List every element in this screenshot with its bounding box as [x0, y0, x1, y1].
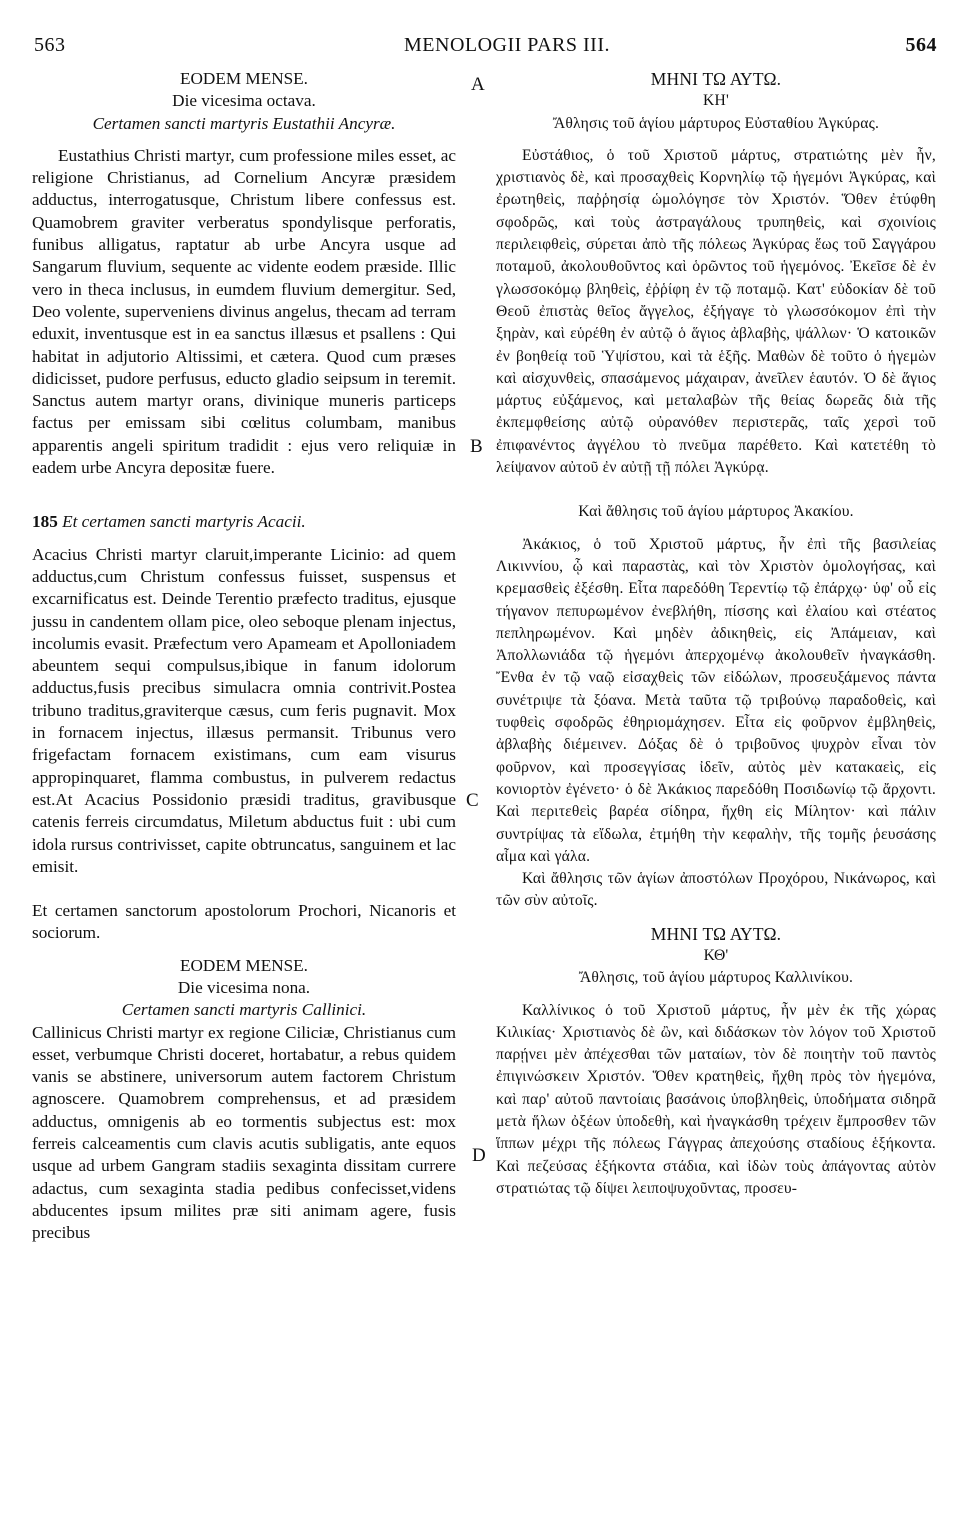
- latin-s4-heading-month: EODEM MENSE.: [180, 955, 308, 975]
- greek-s1-heading-title: Ἄθλησις τοῦ ἁγίου μάρτυρος Εὐσταθίου Ἀγκύρας.: [552, 114, 880, 132]
- latin-s1-heading-month: EODEM MENSE.: [180, 69, 308, 88]
- greek-column: [496, 68, 936, 1200]
- latin-s1-text: Eustathius Christi martyr, cum professione miles esset, ac religione Christianus, ad Cornelium Ancyræ præsidem adductus, interrogatusque, Christum libere confessus est. Quamobrem graviter verberatus spondylisque perforatis, funibus alligatus, raptatur ab urbe Ancyra usque ad Sangarum fluvium, sequente ac vidente eodem præside. Illic vero in theca inclusus, in eumdem fluvium demergitur. Sed, Deo volente, superveniens divinus angelus, thecam ad terram eduxit, inventusque est in ea sanctus illæsus et psallens : Qui habitat in adjutorio Altissimi, et cætera. Quod cum præses didicisset, pudore perfusus, educto gladio seipsum in teremit. Sanctus autem martyr orans, divinique muneris particeps factus per emissam sibi cœlitus columbam, manibus apparentis angeli spiritum tradidit : ejus vero reliquiæ in eadem urbe Ancyra depositæ fuere.: [32, 145, 456, 478]
- greek-s4-heading-month: ΜΗΝΙ ΤΩ ΑΥΤΩ.: [650, 923, 782, 944]
- greek-s2-heading: Καὶ ἄθλησις τοῦ ἁγίου μάρτυρος Ἀκακίου.: [578, 503, 854, 521]
- latin-s3-text: Et certamen sanctorum apostolorum Prochori, Nicanoris et sociorum.: [32, 901, 456, 943]
- margin-marker-a: A: [471, 74, 485, 95]
- page-number-right: 564: [905, 34, 937, 56]
- latin-s4-text: Callinicus Christi martyr ex regione Ciliciæ, Christianus cum esset, verbumque Christi doceret, hortabatur, a rebus quidem vanis se abstinere, universorum autem factorem Christum agnoscere. Quamobrem comprehensus, et ad præsidem adductus, omnigenis ab eo tormentis subjectus est: mox ferreis calceamentis cum clavis acutis subligatis, ante equos usque ad urbem Gangram stadiis sexaginta dissitam currere adactus, cum sexaginta stadia pedibus confecisset,videns abducentes ipsum milites præ siti animam agere, fusis precibus: [32, 1022, 456, 1243]
- section-number: 185: [32, 512, 58, 532]
- greek-s4-heading-day: ΚΘ': [703, 946, 729, 964]
- greek-s4-text: Καλλίνικος ὁ τοῦ Χριστοῦ μάρτυς, ἦν μὲν ἐκ τῆς χώρας Κιλικίας· Χριστιανὸς δὲ ὢν, καὶ διδάσκων τὸν λόγον τοῦ Χριστοῦ παρῄνει μὲν ἀπέχεσθαι τῶν ματαίων, τὸν δὲ ποιητὴν τοῦ παντὸς ἐπιγινώσκειν Χριστόν. Ὅθεν κρατηθεὶς, ἤχθη πρὸς τὸν ἡγεμόνα, καὶ παρ' αὐτοῦ παντοίαις βασάνοις ὑποβληθεὶς, ὑποδήματα σιδηρᾶ μετὰ ἥλων ὀξέων ὑποδεθὴ, καὶ ἠναγκάσθη τρέχειν ἔμπροσθεν τῶν ἵππων μέχρι τῆς πόλεως Γάγγρας ἀπεχούσης σταδίους ἑξήκοντα. Καὶ πεζεύσας ἑξήκοντα στάδια, καὶ ἰδὼν τοὺς ἀπάγοντας αὐτὸν στρατιώτας τῷ δίψει λειποψυχοῦντας, προσευ-: [496, 1001, 936, 1197]
- margin-marker-d: D: [472, 1145, 486, 1166]
- latin-s4-heading-title: Certamen sancti martyris Callinici.: [121, 1000, 367, 1020]
- latin-s1-heading-title: Certamen sancti martyris Eustathii Ancyræ.: [92, 113, 396, 133]
- latin-s1-heading-day: Die vicesima octava.: [172, 91, 316, 111]
- margin-marker-c: C: [466, 790, 479, 811]
- margin-marker-b: B: [470, 436, 483, 457]
- greek-s1-heading-day: ΚΗ': [703, 92, 729, 110]
- page-header: [34, 34, 937, 62]
- greek-s2-text: Ἀκάκιος, ὁ τοῦ Χριστοῦ μάρτυς, ἦν ἐπὶ τῆς βασιλείας Λικιννίου, ᾧ καὶ παραστὰς, καὶ τὸν Χριστὸν ὁμολογήσας, καὶ κρεμασθεὶς ἐξέσθη. Εἶτα παρεδόθη Τερεντίῳ τῷ ἐπάρχῳ· ὑφ' οὗ εἰς τήγανον πεπυρωμένον ἐνεβλήθη, πίσσης καὶ ἐλαίου καὶ στέατος πεπληρωμένον. Καὶ μηδὲν ἀδικηθεὶς, εἰς Ἀπάμειαν, καὶ Ἀπολλωνιάδα τῷ ἡγεμόνι ἀπερχομένῳ ἀκολουθεῖν ἠναγκάσθη. Ἔνθα ἐν τῷ ναῷ εἰσαχθεὶς τῶν εἰδώλων, προσευξάμενος πάντα συνέτριψε τὰ ξόανα. Μετὰ ταῦτα τῷ τριβούνῳ παραδοθεὶς, καὶ τυφθεὶς σφοδρῶς ἐθηριομάχησεν. Εἶτα εἰς φοῦρνον ἐμβληθεὶς, ἀβλαβὴς διέμεινεν. Δόξας δὲ ὁ τριβοῦνος ψυχρὸν εἶναι τὸν φοῦρνον, καὶ προσεγγίσας ἰδεῖν, αὐτὸς μὲν κατακαεὶς, εἰς κονιορτὸν ἐγένετο· ὁ δὲ Ἀκάκιος παρεδόθη Ποσιδωνίῳ τῷ ἄρχοντι. Καὶ περιτεθεὶς βαρέα σίδηρα, ἤχθη εἰς Μίλητον· καὶ πάλιν συντρίψας τὰ εἴδωλα, ἐτμήθη τὴν κεφαλὴν, τῆς τομῆς ῥευσάσης αἷμα καὶ γάλα.: [496, 535, 936, 865]
- greek-s4-heading-title: Ἄθλησις, τοῦ ἁγίου μάρτυρος Καλλινίκου.: [578, 969, 854, 987]
- latin-s2-text: Acacius Christi martyr claruit,imperante Licinio: ad quem adductus,cum Christum confessus fuisset, suspensus et excarnificatus est. Deinde Terentio præfecto traditus, ejusque jussu in candentem ollam pice, oleo seboque plenam injectus, incolumis evasit. Præfectum vero Apameam et Apolloniadem abeuntem sequi compulsus,ibique in fanum idolorum adductus,fusis precibus simulacra omnia contrivit.Postea tribuno traditus,graviterque cæsus, cum feris pugnavit. Mox in fornacem injectus, illæsus permansit. Tribunus vero frigefactam fornacem existimans, cum eam visurus appropinquaret, flamma combustus, in pulverem redactus est.At Acacius Possidonio præsidi traditus, gravibusque catenis ferreis circumdatus, Miletum abductus fuit : ubi cum idola rursus contrivisset, capite obtruncatus, sanguinem et lac emisit.: [32, 544, 456, 876]
- latin-s2-heading-title: Et certamen sancti martyris Acacii.: [62, 512, 306, 532]
- latin-s4-heading-day: Die vicesima nona.: [177, 977, 311, 997]
- page-number-left: 563: [34, 34, 66, 56]
- latin-s2-heading: [32, 511, 456, 533]
- running-title: MENOLOGII PARS III.: [404, 34, 610, 56]
- greek-s3-text: Καὶ ἄθλησις τῶν ἁγίων ἀποστόλων Προχόρου, Νικάνωρος, καὶ τῶν σὺν αὐτοῖς.: [496, 870, 936, 910]
- latin-column: [32, 68, 456, 1245]
- greek-s1-heading-month: ΜΗΝΙ ΤΩ ΑΥΤΩ.: [650, 69, 782, 89]
- greek-s1-text: Εὐστάθιος, ὁ τοῦ Χριστοῦ μάρτυς, στρατιώτης μὲν ἦν, χριστιανὸς δὲ, καὶ προσαχθεὶς Κορνηλίῳ τῷ ἡγεμόνι Ἀγκύρας, καὶ ἐρωτηθεὶς, παῤῥησίᾳ ὡμολόγησε τὸν Χριστόν. Ὅθεν ἐτύφθη σφοδρῶς, καὶ τοὺς ἀστραγάλους τρυπηθεὶς, καὶ σχοινίοις περιλειφθεὶς, σύρεται ἀπὸ τῆς πόλεως Ἀγκύρας ἕως τοῦ Σαγγάρου ποταμοῦ, ἀκολουθοῦντος καὶ ὁρῶντος τοῦ ἡγεμόνος. Ἐκεῖσε δὲ ἐν γλωσσοκόμῳ βληθεὶς, ἐῤῥίφη ἐν τῷ ποταμῷ. Κατ' εὐδοκίαν δὲ τοῦ Θεοῦ ἐπιστὰς θεῖος ἄγγελος, ἐξήγαγε τὸ γλωσσόκομον ἐπὶ τὴν ξηρὰν, καὶ εὑρέθη ἐν αὐτῷ ὁ ἅγιος ἀβλαβὴς, ψάλλων· Ὁ κατοικῶν ἐν βοηθείᾳ τοῦ Ὑψίστου, καὶ τὰ ἑξῆς. Μαθὼν δὲ τοῦτο ὁ ἡγεμὼν καὶ αἰσχυνθεὶς, σπασάμενος μάχαιραν, ἀνεῖλεν ἑαυτόν. Ὁ δὲ ἅγιος μάρτυς εὐξάμενος, καὶ μεταλαβὼν τῆς θείας δωρεᾶς διὰ τῆς ἐκπεμφθείσης αὐτῷ οὐρανόθεν περιστερᾶς, ταῖς χερσὶ τοῦ ἐπιφανέντος ἀγγέλου τὸ πνεῦμα παρέθετο. Καὶ κατετέθη τὸ λείψανον αὐτοῦ ἐν αὐτῇ τῇ πόλει Ἀγκύρᾳ.: [496, 146, 936, 477]
